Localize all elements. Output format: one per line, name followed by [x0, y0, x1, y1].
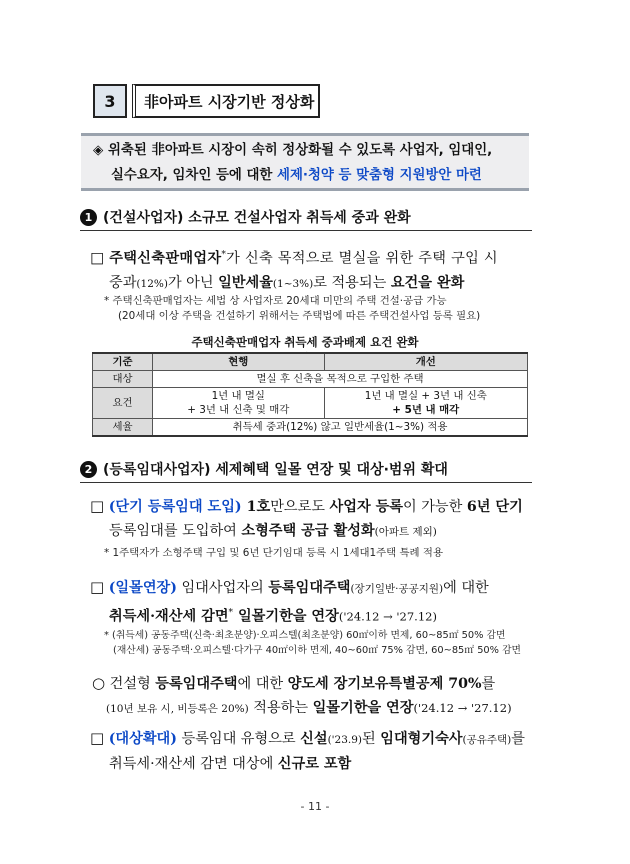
heading-construction [80, 207, 532, 231]
p2-h: 소형주택 공급 활성화 [241, 523, 375, 539]
p1-d: 가 아닌 [167, 274, 219, 291]
paragraph-2 [90, 494, 538, 544]
diamond-icon: ◈ [93, 143, 104, 158]
p1-b: 가 신축 목적으로 멸실을 위한 주택 구입 시 [226, 250, 498, 267]
summary-text-2a: 실수요자, 임차인 등에 대한 [111, 168, 278, 183]
paragraph-5 [90, 726, 538, 776]
p5-g: 취득세·재산세 감면 대상에 [109, 756, 278, 772]
p2-b: 만으로도 [270, 499, 330, 515]
p3-b-small: (장기일반·공공지원) [350, 583, 444, 595]
requirements-table [92, 352, 528, 437]
req-current-2: + 3년 내 신축 및 매각 [187, 404, 290, 416]
p2-h-small: (아파트 제외) [374, 526, 437, 538]
checkbox-square-icon: □ [90, 497, 105, 515]
p5-c: 신설 [300, 731, 328, 747]
table-header: 개선 [324, 353, 527, 371]
paragraph-2-line-1 [90, 494, 538, 519]
p5-f: 를 [511, 731, 525, 747]
section-number: 3 [93, 84, 127, 118]
summary-box [81, 133, 529, 191]
p3-a: 임대사업자의 [176, 580, 269, 596]
summary-line-1 [93, 138, 529, 163]
req-new-1: 1년 내 멸실 + 3년 내 신축 [364, 390, 487, 402]
table-cell: 세율 [93, 419, 153, 437]
p5-a: 등록임대 유형 [176, 731, 269, 747]
p4-a: 건설형 [109, 676, 156, 692]
p4-g: 적용하는 [248, 700, 313, 716]
p1-f: 로 적용되는 [313, 274, 391, 291]
summary-text-1: 위축된 非아파트 시장이 속히 정상화될 수 있도록 사업자, 임대인, [107, 143, 493, 158]
note-3 [104, 628, 534, 658]
p2-a: 1호 [241, 499, 271, 515]
summary-line-2 [93, 163, 529, 188]
p2-f: 등록임대 [109, 523, 164, 539]
p4-h: 일몰기한을 연장 [312, 700, 414, 716]
table-cell: 요건 [93, 388, 153, 419]
checkbox-square-icon: □ [90, 248, 105, 267]
paragraph-3-line-2 [90, 601, 538, 629]
table-row [93, 371, 528, 388]
paragraph-3-line-1 [90, 575, 538, 601]
p4-i: ('24.12 → '27.12) [413, 701, 512, 715]
table-cell [324, 388, 527, 419]
p4-d: 양도세 장기보유특별공제 70% [287, 676, 482, 692]
section-title: 非아파트 시장기반 정상화 [132, 84, 320, 118]
p4-b: 등록임대주택 [155, 676, 238, 692]
paragraph-5-line-2 [90, 752, 538, 776]
p3-b: 등록임대주택 [268, 580, 351, 596]
paragraph-4-line-1 [92, 671, 540, 696]
req-new-2: + 5년 내 매각 [392, 404, 460, 416]
p2-e: 6년 단기 [466, 499, 523, 515]
checkbox-square-icon: □ [90, 578, 105, 596]
page-number: - 11 - [300, 800, 330, 813]
number-bullet-icon: 2 [80, 461, 97, 478]
note-1-line-1: * 주택신축판매업자는 세법 상 사업자로 20세대 미만의 주택 건설·공급 가능 [104, 295, 447, 307]
summary-text-2b: 세제·청약 등 맞춤형 지원방안 마련 [277, 168, 482, 183]
p2-d: 이 가능한 [403, 499, 467, 515]
heading-text: (건설사업자) 소규모 건설사업자 취득세 중과 완화 [103, 210, 411, 226]
number-bullet-icon: 1 [80, 209, 97, 226]
table-cell: 멸실 후 신축을 목적으로 구입한 주택 [153, 371, 528, 388]
note-1-line-2: (20세대 이상 주택을 건설하기 위해서는 주택법에 따른 주택건설사업 등록 필요) [118, 310, 481, 322]
table-header: 기준 [93, 353, 153, 371]
table-row [93, 419, 528, 437]
paragraph-2-line-2 [90, 519, 538, 544]
p3-f: ('24.12 → '27.12) [338, 609, 437, 624]
p4-f: (10년 보유 시, 비등록은 20%) [106, 703, 249, 715]
p5-e: 임대형기숙사 [380, 731, 463, 747]
paragraph-1-line-2 [90, 271, 535, 296]
p4-e: 를 [481, 676, 496, 692]
p3-c: 에 대한 [443, 580, 489, 596]
p1-e: 일반세율 [218, 274, 273, 291]
p5-c-small: ('23.9) [327, 734, 363, 746]
p1-c: 중과 [109, 274, 137, 291]
paragraph-1-line-1 [90, 243, 535, 271]
note-2: * 1주택자가 소형주택 구입 및 6년 단기임대 등록 시 1세대1주택 특례 적용 [104, 547, 443, 559]
table-title: 주택신축판매업자 취득세 중과배제 요건 완화 [191, 335, 419, 349]
table-cell: 대상 [93, 371, 153, 388]
p1-a: 주택신축판매업자 [109, 250, 222, 267]
p5-tag: (대상확대) [108, 731, 177, 747]
heading-text: (등록임대사업자) 세제혜택 일몰 연장 및 대상·범위 확대 [103, 462, 448, 478]
heading-rental [80, 459, 532, 483]
note-1 [104, 294, 534, 324]
p5-h: 신규로 포함 [277, 756, 352, 772]
paragraph-4-line-2 [92, 696, 540, 721]
p1-e-small: (1~3%) [272, 277, 314, 290]
checkbox-square-icon: □ [90, 729, 105, 747]
paragraph-5-line-1 [90, 726, 538, 752]
p5-e-small: (공유주택) [462, 734, 512, 746]
paragraph-3 [90, 575, 538, 629]
p2-g: 를 도입하여 [163, 523, 242, 539]
table-row [93, 388, 528, 419]
p1-g: 요건을 완화 [390, 274, 465, 291]
note-3-line-1: * (취득세) 공동주택(신축·최초분양)·오피스텔(최초분양) 60㎡이하 면제, 60~85㎡ 50% 감면 [104, 630, 506, 641]
p1-c-small: (12%) [136, 277, 168, 290]
p2-tag: (단기 등록임대 도입) [108, 499, 242, 515]
note-3-line-2: (재산세) 공동주택·오피스텔·다가구 40㎡이하 면제, 40~60㎡ 75% 감면, 60~85㎡ 50% 감면 [113, 645, 522, 656]
p5-b: 으로 [268, 731, 301, 747]
p1-star: * [221, 250, 227, 260]
p3-e: 일몰기한을 연장 [233, 608, 339, 625]
table-cell: 취득세 중과(12%) 않고 일반세율(1~3%) 적용 [153, 419, 528, 437]
p3-tag: (일몰연장) [108, 580, 177, 596]
req-current-1: 1년 내 멸실 [211, 390, 265, 402]
table-cell [153, 388, 325, 419]
table-header-row [93, 353, 528, 371]
p5-d: 된 [362, 731, 381, 747]
p4-c: 에 대한 [237, 676, 288, 692]
paragraph-1 [90, 243, 535, 296]
p3-d: 취득세·재산세 감면 [109, 608, 229, 625]
p2-c: 사업자 등록 [329, 499, 403, 515]
table-header: 현행 [153, 353, 325, 371]
paragraph-4 [92, 671, 540, 721]
circle-bullet-icon: ○ [92, 674, 106, 692]
p3-star: * [228, 608, 234, 618]
